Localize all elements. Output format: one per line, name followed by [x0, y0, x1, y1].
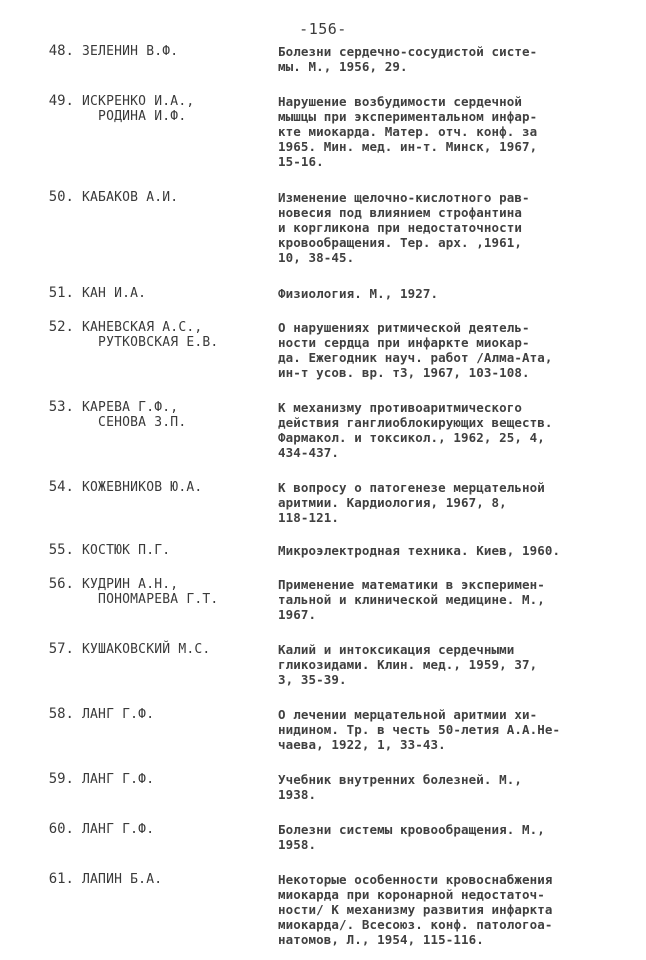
reference-entry	[34, 543, 624, 558]
reference-entry	[34, 94, 624, 169]
reference-title: О нарушениях ритмической деятель- ности сердца при инфаркте миокар- да. Ежегодник науч. работ /Алма-Ата, ин-т усов. вр. т3, 1967, 103-108.	[278, 320, 553, 380]
reference-number: 53.	[48, 399, 74, 415]
reference-title: Применение математики в эксперимен- тальной и клинической медицине. М., 1967.	[278, 577, 545, 622]
reference-title: Нарушение возбудимости сердечной мышцы при экспериментальном инфар- кте миокарда. Матер. отч. конф. за 1965. Мин. мед. ин-т. Минск, 1967, 15-16.	[278, 94, 538, 169]
reference-entry	[34, 577, 624, 622]
reference-number: 61.	[48, 871, 74, 887]
reference-entry	[34, 190, 624, 265]
reference-authors: ЛАПИН Б.А.	[82, 872, 163, 887]
reference-number: 49.	[48, 93, 74, 109]
reference-title: Калий и интоксикация сердечными гликозидами. Клин. мед., 1959, 37, 3, 35-39.	[278, 642, 538, 687]
reference-entry	[34, 772, 624, 802]
reference-authors: КОСТЮК П.Г.	[82, 543, 171, 558]
reference-title: Болезни сердечно-сосудистой систе- мы. М., 1956, 29.	[278, 44, 538, 74]
reference-number: 51.	[48, 285, 74, 301]
reference-authors: ЛАНГ Г.Ф.	[82, 772, 155, 787]
reference-title: Физиология. М., 1927.	[278, 286, 439, 301]
reference-title: О лечении мерцательной аритмии хи- нидином. Тр. в честь 50-летия А.А.Не- чаева, 1922, 1, 33-43.	[278, 707, 561, 752]
reference-number: 55.	[48, 542, 74, 558]
reference-number: 56.	[48, 576, 74, 592]
reference-entry	[34, 286, 624, 301]
reference-title: Изменение щелочно-кислотного рав- новесия под влиянием строфантина и коргликона при недостаточности кровообращения. Тер. арх. ,1961, 10, 38-45.	[278, 190, 530, 265]
reference-title: Некоторые особенности кровоснабжения миокарда при коронарной недостаточ- ности/ К механизму развития инфаркта миокарда/. Всесоюз. конф. патологоа- натомов, Л., 1954, 115-116.	[278, 872, 553, 947]
reference-title: Учебник внутренних болезней. М., 1938.	[278, 772, 523, 802]
reference-entry	[34, 400, 624, 460]
reference-number: 52.	[48, 319, 74, 335]
bibliography-list	[34, 44, 624, 947]
reference-entry	[34, 872, 624, 947]
reference-authors: ЛАНГ Г.Ф.	[82, 822, 155, 837]
reference-authors: КУШАКОВСКИЙ М.С.	[82, 642, 211, 657]
reference-authors: КАБАКОВ А.И.	[82, 190, 179, 205]
reference-number: 50.	[48, 189, 74, 205]
reference-authors: КУДРИН А.Н., ПОНОМАРЕВА Г.Т.	[82, 577, 219, 607]
reference-number: 54.	[48, 479, 74, 495]
reference-authors: КАНЕВСКАЯ А.С., РУТКОВСКАЯ Е.В.	[82, 320, 219, 350]
reference-number: 48.	[48, 43, 74, 59]
reference-title: Болезни системы кровообращения. М., 1958.	[278, 822, 545, 852]
reference-entry	[34, 822, 624, 852]
reference-entry	[34, 320, 624, 380]
reference-entry	[34, 707, 624, 752]
reference-authors: ЛАНГ Г.Ф.	[82, 707, 155, 722]
reference-title: К вопросу о патогенезе мерцательной аритмии. Кардиология, 1967, 8, 118-121.	[278, 480, 545, 525]
reference-entry	[34, 44, 624, 74]
reference-title: Микроэлектродная техника. Киев, 1960.	[278, 543, 561, 558]
reference-authors: ЗЕЛЕНИН В.Ф.	[82, 44, 179, 59]
reference-number: 60.	[48, 821, 74, 837]
reference-number: 57.	[48, 641, 74, 657]
reference-authors: ИСКРЕНКО И.А., РОДИНА И.Ф.	[82, 94, 195, 124]
reference-number: 59.	[48, 771, 74, 787]
reference-authors: КАРЕВА Г.Ф., СЕНОВА З.П.	[82, 400, 187, 430]
reference-number: 58.	[48, 706, 74, 722]
reference-authors: КАН И.А.	[82, 286, 147, 301]
reference-entry	[34, 642, 624, 687]
reference-authors: КОЖЕВНИКОВ Ю.А.	[82, 480, 203, 495]
page-number: -156-	[299, 20, 347, 38]
reference-title: К механизму противоаритмического действия ганглиоблокирующих веществ. Фармакол. и токсикол., 1962, 25, 4, 434-437.	[278, 400, 553, 460]
reference-entry	[34, 480, 624, 525]
